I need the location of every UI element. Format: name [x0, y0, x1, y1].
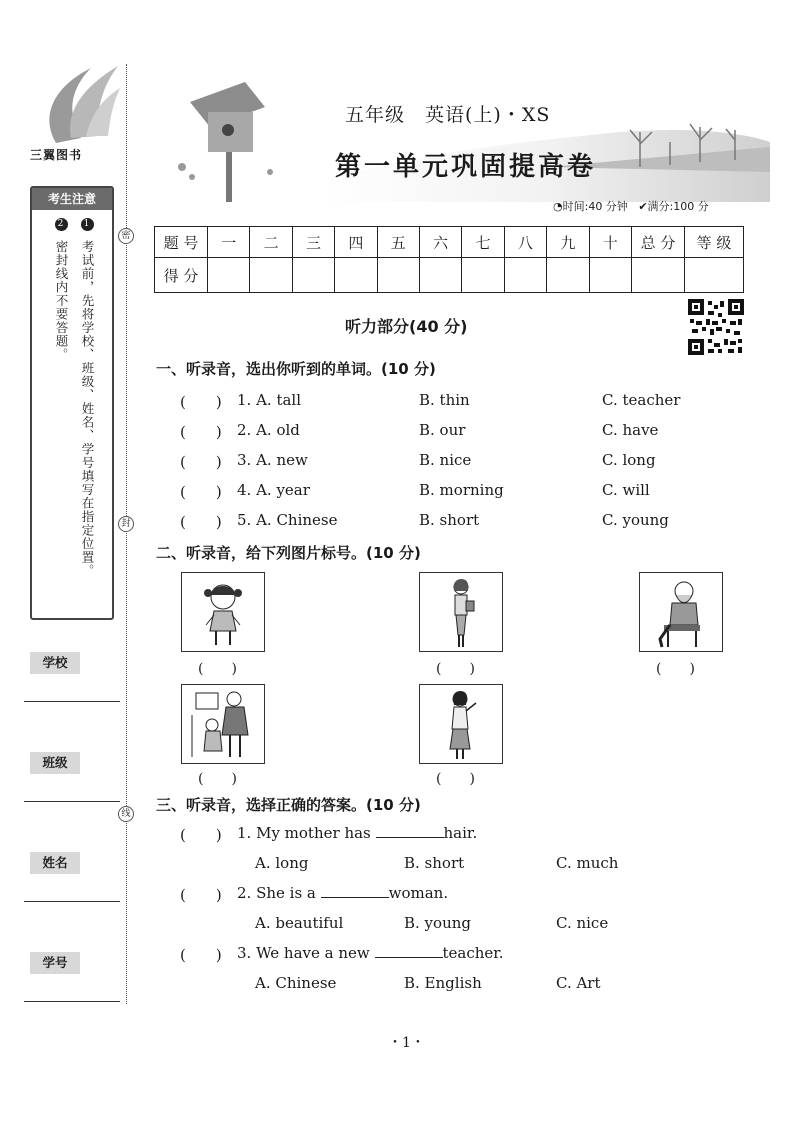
answer-paren[interactable]: ( ) — [180, 393, 222, 411]
class-field[interactable] — [24, 801, 120, 802]
seal-char-xian: 线 — [118, 806, 134, 822]
picture-answer-3[interactable]: ( ) — [656, 661, 695, 677]
family-group-picture-icon — [181, 684, 265, 764]
notice-item-2 — [52, 218, 70, 598]
option-c: C. have — [602, 421, 659, 439]
score-cell[interactable] — [292, 258, 334, 293]
check-icon: ✔ — [638, 200, 648, 213]
score-header-cell: 九 — [547, 227, 589, 258]
notice-title: 考生注意 — [32, 188, 112, 210]
option-b: B. English — [404, 974, 482, 992]
brand-name: 三翼图书 — [30, 148, 83, 162]
option-c: C. will — [602, 481, 650, 499]
option-a: A. beautiful — [255, 914, 344, 932]
page-number: ・1・ — [388, 1035, 425, 1051]
option-b: B. morning — [419, 481, 504, 499]
score-header-cell: 三 — [292, 227, 334, 258]
bullet-2-icon: 2 — [55, 218, 68, 231]
girl-picture-icon — [181, 572, 265, 652]
option-c: C. much — [556, 854, 619, 872]
score-header-cell: 十 — [589, 227, 631, 258]
answer-paren[interactable]: ( ) — [180, 946, 222, 964]
stem-text: teacher. — [442, 944, 504, 962]
score-header-cell: 等 级 — [685, 227, 744, 258]
picture-answer-5[interactable]: ( ) — [436, 771, 475, 787]
score-header-cell: 六 — [419, 227, 461, 258]
woman-teacher-picture-icon — [419, 684, 503, 764]
name-label: 姓名 — [30, 852, 80, 874]
name-field[interactable] — [24, 901, 120, 902]
clock-icon: ◔ — [553, 200, 563, 213]
seal-char-mi: 密 — [118, 228, 134, 244]
score-header-cell: 题 号 — [155, 227, 208, 258]
full-score: 满分:100 分 — [647, 200, 709, 213]
option-a: 5. A. Chinese — [237, 511, 338, 529]
score-cell[interactable] — [335, 258, 377, 293]
student-id-field[interactable] — [24, 1001, 120, 1002]
question-stem — [237, 944, 504, 962]
part2-heading: 二、听录音，给下列图片标号。(10 分) — [156, 544, 421, 562]
time-score — [553, 198, 709, 214]
score-cell[interactable] — [462, 258, 504, 293]
option-a: A. long — [255, 854, 309, 872]
picture-answer-2[interactable]: ( ) — [436, 661, 475, 677]
option-a: A. Chinese — [255, 974, 337, 992]
score-cell[interactable] — [208, 258, 250, 293]
question-stem — [237, 824, 477, 842]
notice-text-1: 考试前，先将学校、班级、姓名、学号填写在指定位置。 — [80, 239, 95, 578]
school-label: 学校 — [30, 652, 80, 674]
bullet-1-icon: 1 — [81, 218, 94, 231]
option-c: C. nice — [556, 914, 609, 932]
score-header-cell: 七 — [462, 227, 504, 258]
score-cell[interactable] — [377, 258, 419, 293]
notice-box — [30, 186, 114, 620]
score-cell[interactable] — [250, 258, 292, 293]
answer-paren[interactable]: ( ) — [180, 483, 222, 501]
wing-logo-icon — [36, 58, 126, 158]
score-header-cell: 二 — [250, 227, 292, 258]
option-a: 1. A. tall — [237, 391, 302, 409]
option-b: B. short — [419, 511, 480, 529]
part1-heading: 一、听录音，选出你听到的单词。(10 分) — [156, 360, 436, 378]
score-header-cell: 总 分 — [632, 227, 685, 258]
seal-char-feng: 封 — [118, 516, 134, 532]
answer-paren[interactable]: ( ) — [180, 453, 222, 471]
score-cell[interactable] — [589, 258, 631, 293]
seal-line — [126, 64, 127, 1004]
qr-code-icon[interactable] — [688, 299, 744, 355]
score-cell[interactable] — [504, 258, 546, 293]
time-limit: 时间:40 分钟 — [562, 200, 628, 213]
notice-text-2: 密封线内不要答题。 — [54, 239, 69, 362]
stem-text: woman. — [388, 884, 449, 902]
option-b: B. young — [404, 914, 471, 932]
old-man-picture-icon — [639, 572, 723, 652]
score-cell[interactable] — [685, 258, 744, 293]
option-a: 2. A. old — [237, 421, 300, 439]
option-b: B. our — [419, 421, 466, 439]
answer-paren[interactable]: ( ) — [180, 826, 222, 844]
notice-item-1 — [78, 218, 96, 598]
stem-text: 2. She is a — [237, 884, 321, 902]
option-a: 3. A. new — [237, 451, 308, 469]
picture-answer-1[interactable]: ( ) — [198, 661, 237, 677]
option-b: B. thin — [419, 391, 470, 409]
question-stem — [237, 884, 448, 902]
section-title: 听力部分(40 分) — [345, 317, 468, 336]
picture-answer-4[interactable]: ( ) — [198, 771, 237, 787]
score-table — [154, 226, 744, 293]
answer-paren[interactable]: ( ) — [180, 423, 222, 441]
sidebar — [22, 58, 122, 1008]
answer-paren[interactable]: ( ) — [180, 886, 222, 904]
score-cell[interactable] — [419, 258, 461, 293]
class-label: 班级 — [30, 752, 80, 774]
option-c: C. long — [602, 451, 656, 469]
score-header-cell: 五 — [377, 227, 419, 258]
score-header-cell: 一 — [208, 227, 250, 258]
woman-with-book-picture-icon — [419, 572, 503, 652]
option-b: B. short — [404, 854, 465, 872]
option-c: C. teacher — [602, 391, 681, 409]
option-a: 4. A. year — [237, 481, 310, 499]
answer-blank[interactable] — [321, 896, 389, 898]
school-field[interactable] — [24, 701, 120, 702]
answer-blank[interactable] — [376, 836, 444, 838]
score-header-cell: 八 — [504, 227, 546, 258]
score-cell[interactable] — [632, 258, 685, 293]
stem-text: hair. — [443, 824, 478, 842]
score-cell[interactable] — [547, 258, 589, 293]
grade-subject: 五年级 英语(上)・XS — [345, 104, 551, 126]
paper-title: 第一单元巩固提高卷 — [335, 152, 597, 182]
score-row-label: 得 分 — [155, 258, 208, 293]
stem-text: 3. We have a new — [237, 944, 375, 962]
stem-text: 1. My mother has — [237, 824, 376, 842]
option-c: C. Art — [556, 974, 601, 992]
part3-heading: 三、听录音，选择正确的答案。(10 分) — [156, 796, 421, 814]
answer-paren[interactable]: ( ) — [180, 513, 222, 531]
option-b: B. nice — [419, 451, 472, 469]
student-id-label: 学号 — [30, 952, 80, 974]
option-c: C. young — [602, 511, 669, 529]
answer-blank[interactable] — [375, 956, 443, 958]
score-header-cell: 四 — [335, 227, 377, 258]
